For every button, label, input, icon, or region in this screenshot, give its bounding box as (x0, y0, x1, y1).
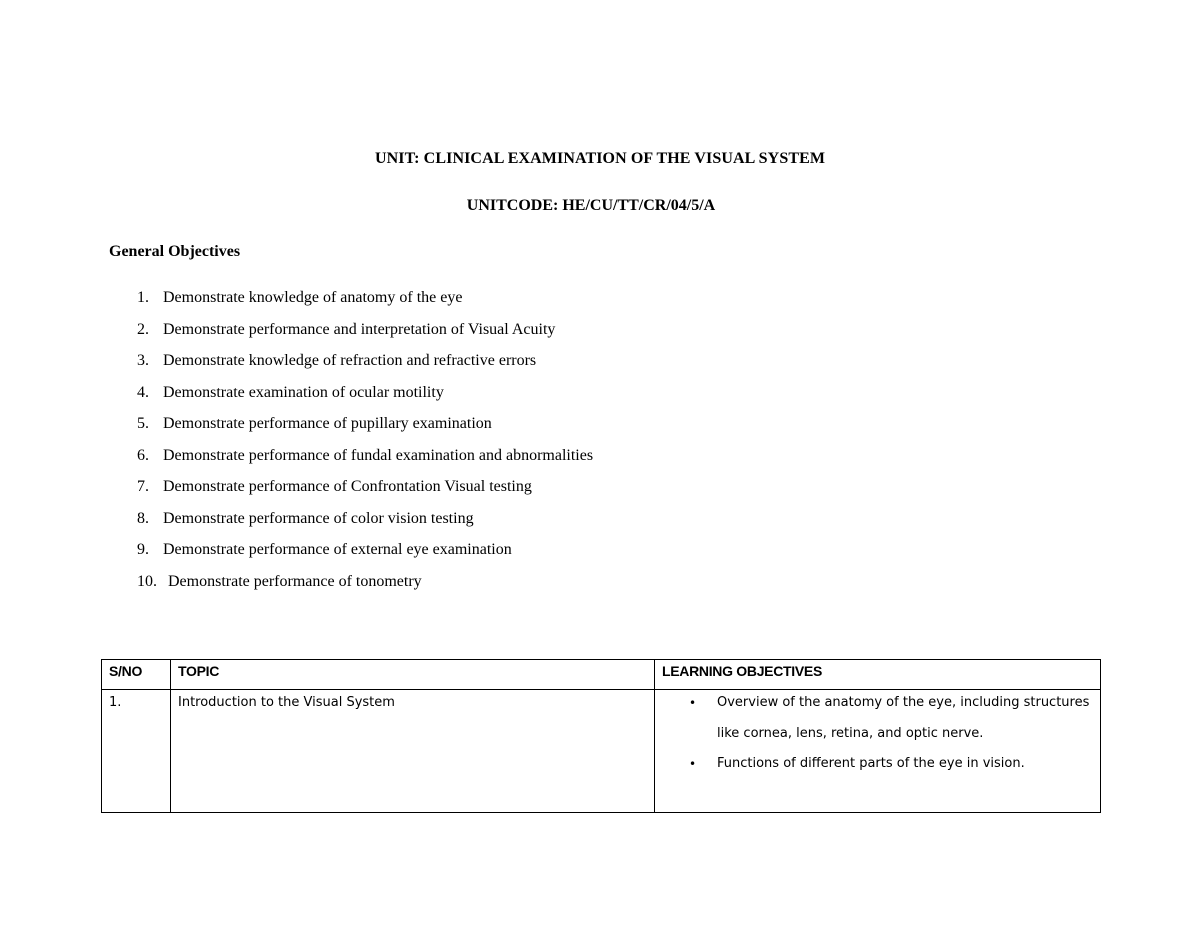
list-item-text: Demonstrate knowledge of refraction and refractive errors (163, 352, 537, 369)
list-item-text: Demonstrate performance of Confrontation Visual testing (163, 478, 532, 495)
list-item-text: Demonstrate performance of color vision testing (163, 509, 474, 527)
column-header-sno: S/NO (102, 660, 171, 690)
list-item-number: 8. (137, 509, 149, 527)
list-item-number: 9. (137, 541, 149, 558)
list-item-number: 4. (137, 383, 149, 401)
table-header-row (102, 660, 1101, 690)
list-item-number: 2. (137, 320, 149, 338)
list-item-number: 3. (137, 352, 149, 369)
column-header-topic: TOPIC (171, 660, 655, 690)
unit-title: UNIT: CLINICAL EXAMINATION OF THE VISUAL SYSTEM (374, 150, 826, 167)
list-item-text: Demonstrate examination of ocular motility (163, 383, 444, 401)
list-item-text: Demonstrate performance of external eye examination (163, 541, 512, 558)
general-objectives-heading: General Objectives (109, 243, 241, 260)
objective-text: Functions of different parts of the eye in vision. (717, 756, 1025, 771)
list-item-number: 5. (137, 415, 149, 432)
column-header-learning-objectives: LEARNING OBJECTIVES (655, 660, 1101, 690)
objective-text: Overview of the anatomy of the eye, including structures like cornea, lens, retina, and optic nerve. (717, 695, 1090, 741)
learning-objectives-list (662, 688, 1093, 780)
bullet-icon: • (689, 757, 697, 771)
list-item-number: 10. (137, 572, 157, 590)
list-item-text: Demonstrate performance of tonometry (168, 572, 422, 590)
list-item-number: 7. (137, 478, 149, 495)
list-item (662, 688, 1093, 749)
cell-learning-objectives (655, 690, 1101, 813)
list-item (662, 749, 1093, 780)
list-item-text: Demonstrate performance and interpretation of Visual Acuity (163, 320, 556, 338)
list-item-text: Demonstrate knowledge of anatomy of the eye (163, 289, 463, 306)
bullet-icon: • (689, 696, 697, 710)
cell-topic: Introduction to the Visual System (171, 690, 655, 813)
unit-code: UNITCODE: HE/CU/TT/CR/04/5/A (466, 197, 716, 214)
learning-objectives-table (101, 659, 1101, 813)
cell-sno: 1. (102, 690, 171, 813)
list-item-text: Demonstrate performance of pupillary examination (163, 415, 492, 432)
table-row (102, 690, 1101, 813)
list-item-number: 1. (137, 289, 149, 306)
list-item-text: Demonstrate performance of fundal examination and abnormalities (163, 446, 594, 464)
list-item-number: 6. (137, 446, 149, 464)
